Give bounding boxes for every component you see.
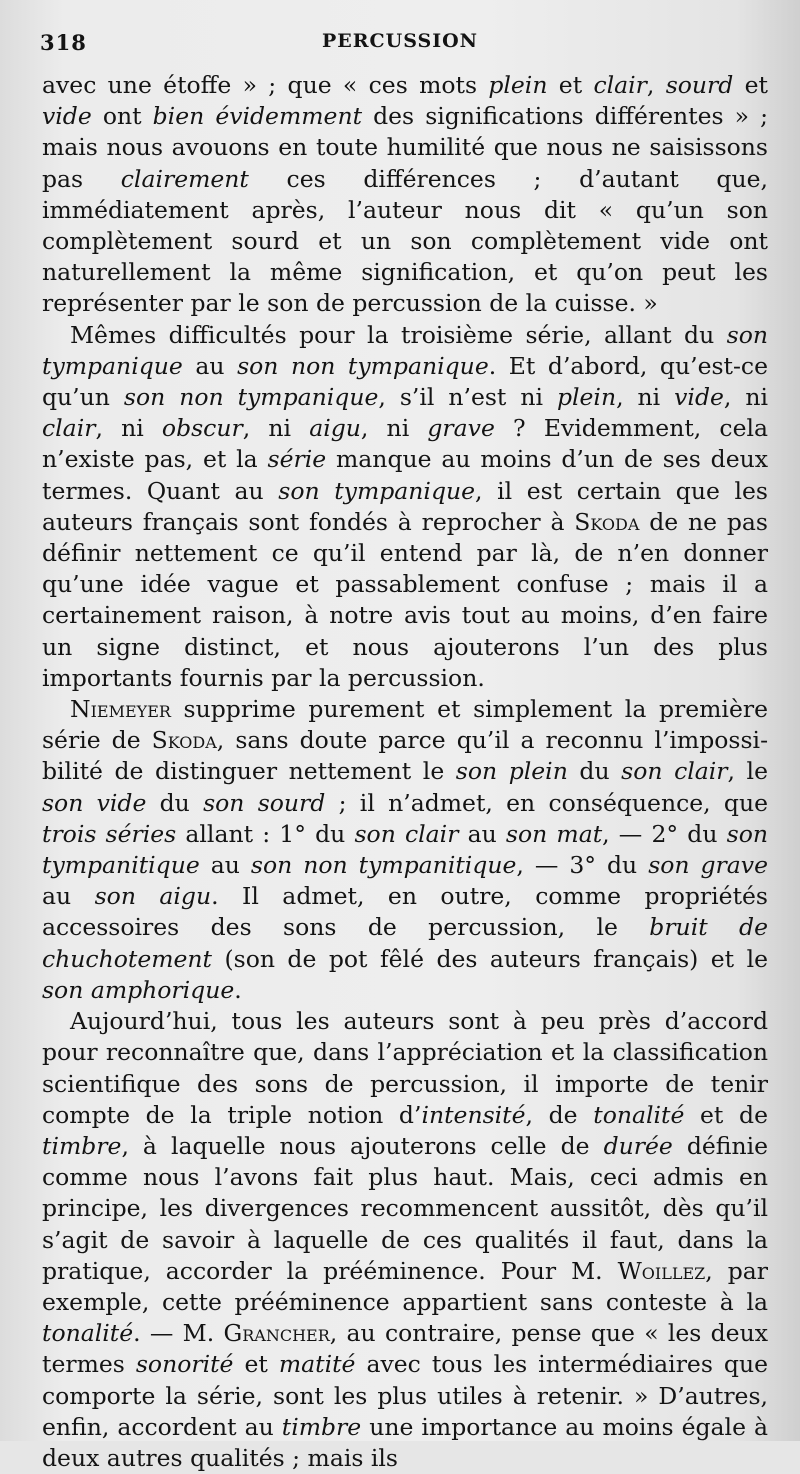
italic-run: vide bbox=[674, 383, 724, 412]
italic-run: sourd bbox=[665, 71, 734, 99]
text-run: au bbox=[458, 819, 506, 848]
text-run: ; il n’admet, en conséquence, que bbox=[325, 788, 768, 817]
italic-run: tonalité bbox=[593, 1100, 685, 1129]
text-run: du bbox=[146, 788, 204, 817]
text-run: ont bbox=[91, 102, 153, 131]
italic-run: matité bbox=[278, 1350, 356, 1379]
text-run: définie comme nous l’avons fait plus haut. Mais, ceci admis en principe, les divergences recommencent aussitôt, dès qu’il s’agit de savoir à laquelle de ces qualités il faut, dans la pratique, accorder la prééminence. Pour M. bbox=[42, 1131, 769, 1285]
italic-run: trois séries bbox=[42, 819, 177, 848]
text-run: , par exemple, cette prééminence appartient sans conteste à la bbox=[42, 1256, 768, 1316]
text-run: . Et d’abord, qu’est-ce qu’un bbox=[42, 351, 768, 412]
small-caps-name: Grancher bbox=[223, 1319, 330, 1348]
italic-run: son sourd bbox=[203, 788, 326, 817]
text-run: , — 3° du bbox=[516, 851, 649, 880]
italic-run: plein bbox=[556, 383, 617, 412]
text-run: de ne pas définir nettement ce qu’il entend par là, de n’en donner qu’une idée vague et passablement confuse ; mais il a certainement raison, à notre avis tout au moins, d’en faire un signe distinct, et nous ajouterons l’un des plus importants fournis par la percussion. bbox=[42, 507, 768, 692]
text-run: . — M. bbox=[133, 1319, 224, 1348]
text-run: , ni bbox=[616, 383, 675, 412]
italic-run: intensité bbox=[421, 1100, 526, 1129]
text-run: au bbox=[199, 851, 251, 880]
text-run: , au contraire, pense que « les deux termes bbox=[42, 1319, 768, 1379]
italic-run: son grave bbox=[648, 851, 768, 880]
text-run: une importance au moins égale à deux autres qualités ; mais ils bbox=[42, 1412, 768, 1472]
text-run: et bbox=[733, 71, 768, 99]
text-run: et bbox=[233, 1350, 279, 1379]
italic-run: son aigu bbox=[94, 882, 212, 911]
italic-run: timbre bbox=[42, 1131, 122, 1160]
text-run: au bbox=[182, 351, 238, 380]
italic-run: son non tympanique bbox=[123, 383, 379, 412]
italic-run: sonorité bbox=[135, 1350, 234, 1379]
text-run: supprime purement et simplement la première série de bbox=[42, 695, 768, 755]
text-run: , ni bbox=[360, 414, 428, 443]
text-run: et de bbox=[684, 1100, 768, 1129]
text-run: manque au moins d’un de ses deux termes. Quant au bbox=[42, 445, 768, 505]
italic-run: son mat bbox=[505, 819, 603, 848]
text-run: , à laquelle nous ajouterons celle de bbox=[121, 1131, 604, 1160]
text-run: au bbox=[42, 882, 95, 911]
italic-run: son amphorique bbox=[42, 975, 235, 1004]
text-run: Aujourd’hui, tous les auteurs sont à peu près d’accord pour reconnaître que, dans l’appréciation et la classification scientifique des sons de percussion, il importe de tenir compte de la triple notion d’ bbox=[42, 1007, 768, 1129]
paragraph-3 bbox=[42, 694, 768, 1006]
italic-run: plein bbox=[488, 71, 548, 99]
running-head: PERCUSSION bbox=[321, 30, 479, 52]
italic-run: bien évidemment bbox=[152, 102, 363, 131]
text-run: ces différences ; d’autant que, immédiatement après, l’auteur nous dit « qu’un son complètement sourd et un son complètement vide ont naturellement la même signification, et qu’on peut les représenter par le son de percussion de la cuisse. » bbox=[42, 164, 768, 318]
italic-run: son clair bbox=[621, 757, 728, 786]
paragraph-4 bbox=[42, 1006, 768, 1474]
text-run: et bbox=[547, 71, 594, 99]
text-run: Mêmes difficultés pour la troisième série, allant du bbox=[70, 320, 727, 349]
italic-run: durée bbox=[603, 1131, 673, 1160]
small-caps-name: Skoda bbox=[151, 726, 217, 755]
paragraph-2 bbox=[42, 320, 768, 694]
italic-run: son non tympanitique bbox=[250, 851, 517, 880]
italic-run: timbre bbox=[281, 1412, 362, 1441]
text-run: avec tous les intermédiaires que comporte la série, sont les plus utiles à retenir. » D’autres, enfin, accordent au bbox=[42, 1350, 768, 1441]
italic-run: son tympanitique bbox=[42, 819, 768, 880]
page-header bbox=[40, 30, 760, 62]
text-run: des significations différentes » ; mais nous avouons en toute humilité que nous ne saisissons pas bbox=[42, 102, 768, 193]
text-run: , ni bbox=[723, 383, 768, 412]
text-run: avec une étoffe » ; que « ces mots bbox=[42, 71, 489, 99]
italic-run: série bbox=[267, 445, 327, 474]
paragraph-1 bbox=[42, 70, 768, 320]
text-run: . bbox=[234, 975, 242, 1004]
text-run: du bbox=[567, 757, 622, 786]
text-run: , ni bbox=[242, 414, 310, 443]
small-caps-name: Niemeyer bbox=[70, 695, 171, 724]
text-run: ? Evidemment, cela n’existe pas, et la bbox=[42, 414, 769, 474]
italic-run: son tympanique bbox=[42, 320, 768, 380]
small-caps-name: Woillez bbox=[617, 1256, 706, 1285]
text-run: , de bbox=[525, 1100, 594, 1129]
text-run: , ni bbox=[95, 414, 162, 443]
italic-run: clairement bbox=[120, 164, 249, 193]
body-text bbox=[42, 70, 768, 1474]
italic-run: clair bbox=[593, 71, 647, 99]
page-number: 318 bbox=[40, 30, 87, 55]
text-run: , sans doute parce qu’il a reconnu l’impossibilité de distinguer nettement le bbox=[42, 726, 769, 786]
text-run: , — 2° du bbox=[602, 819, 727, 848]
text-run: allant : 1° du bbox=[176, 819, 355, 848]
italic-run: grave bbox=[427, 414, 495, 443]
italic-run: tonalité bbox=[42, 1319, 134, 1348]
italic-run: son vide bbox=[42, 788, 147, 817]
italic-run: clair bbox=[42, 414, 96, 443]
italic-run: vide bbox=[42, 102, 92, 131]
italic-run: son tympanique bbox=[278, 476, 476, 505]
text-run: , le bbox=[727, 757, 768, 786]
text-run: (son de pot fêlé des auteurs français) et le bbox=[212, 944, 768, 973]
text-run: , il est certain que les auteurs français sont fondés à reprocher à bbox=[42, 476, 768, 536]
small-caps-name: Skoda bbox=[574, 507, 640, 536]
italic-run: son non tympanique bbox=[237, 351, 489, 380]
italic-run: son clair bbox=[354, 819, 459, 848]
italic-run: obscur bbox=[161, 414, 243, 443]
text-run: . Il admet, en outre, comme propriétés accessoires des sons de percussion, le bbox=[42, 882, 768, 942]
text-run: , s’il n’est ni bbox=[378, 383, 557, 412]
italic-run: bruit de chuchotement bbox=[42, 913, 769, 973]
italic-run: aigu bbox=[309, 414, 361, 443]
italic-run: son plein bbox=[455, 757, 568, 786]
text-run: , bbox=[646, 71, 666, 99]
